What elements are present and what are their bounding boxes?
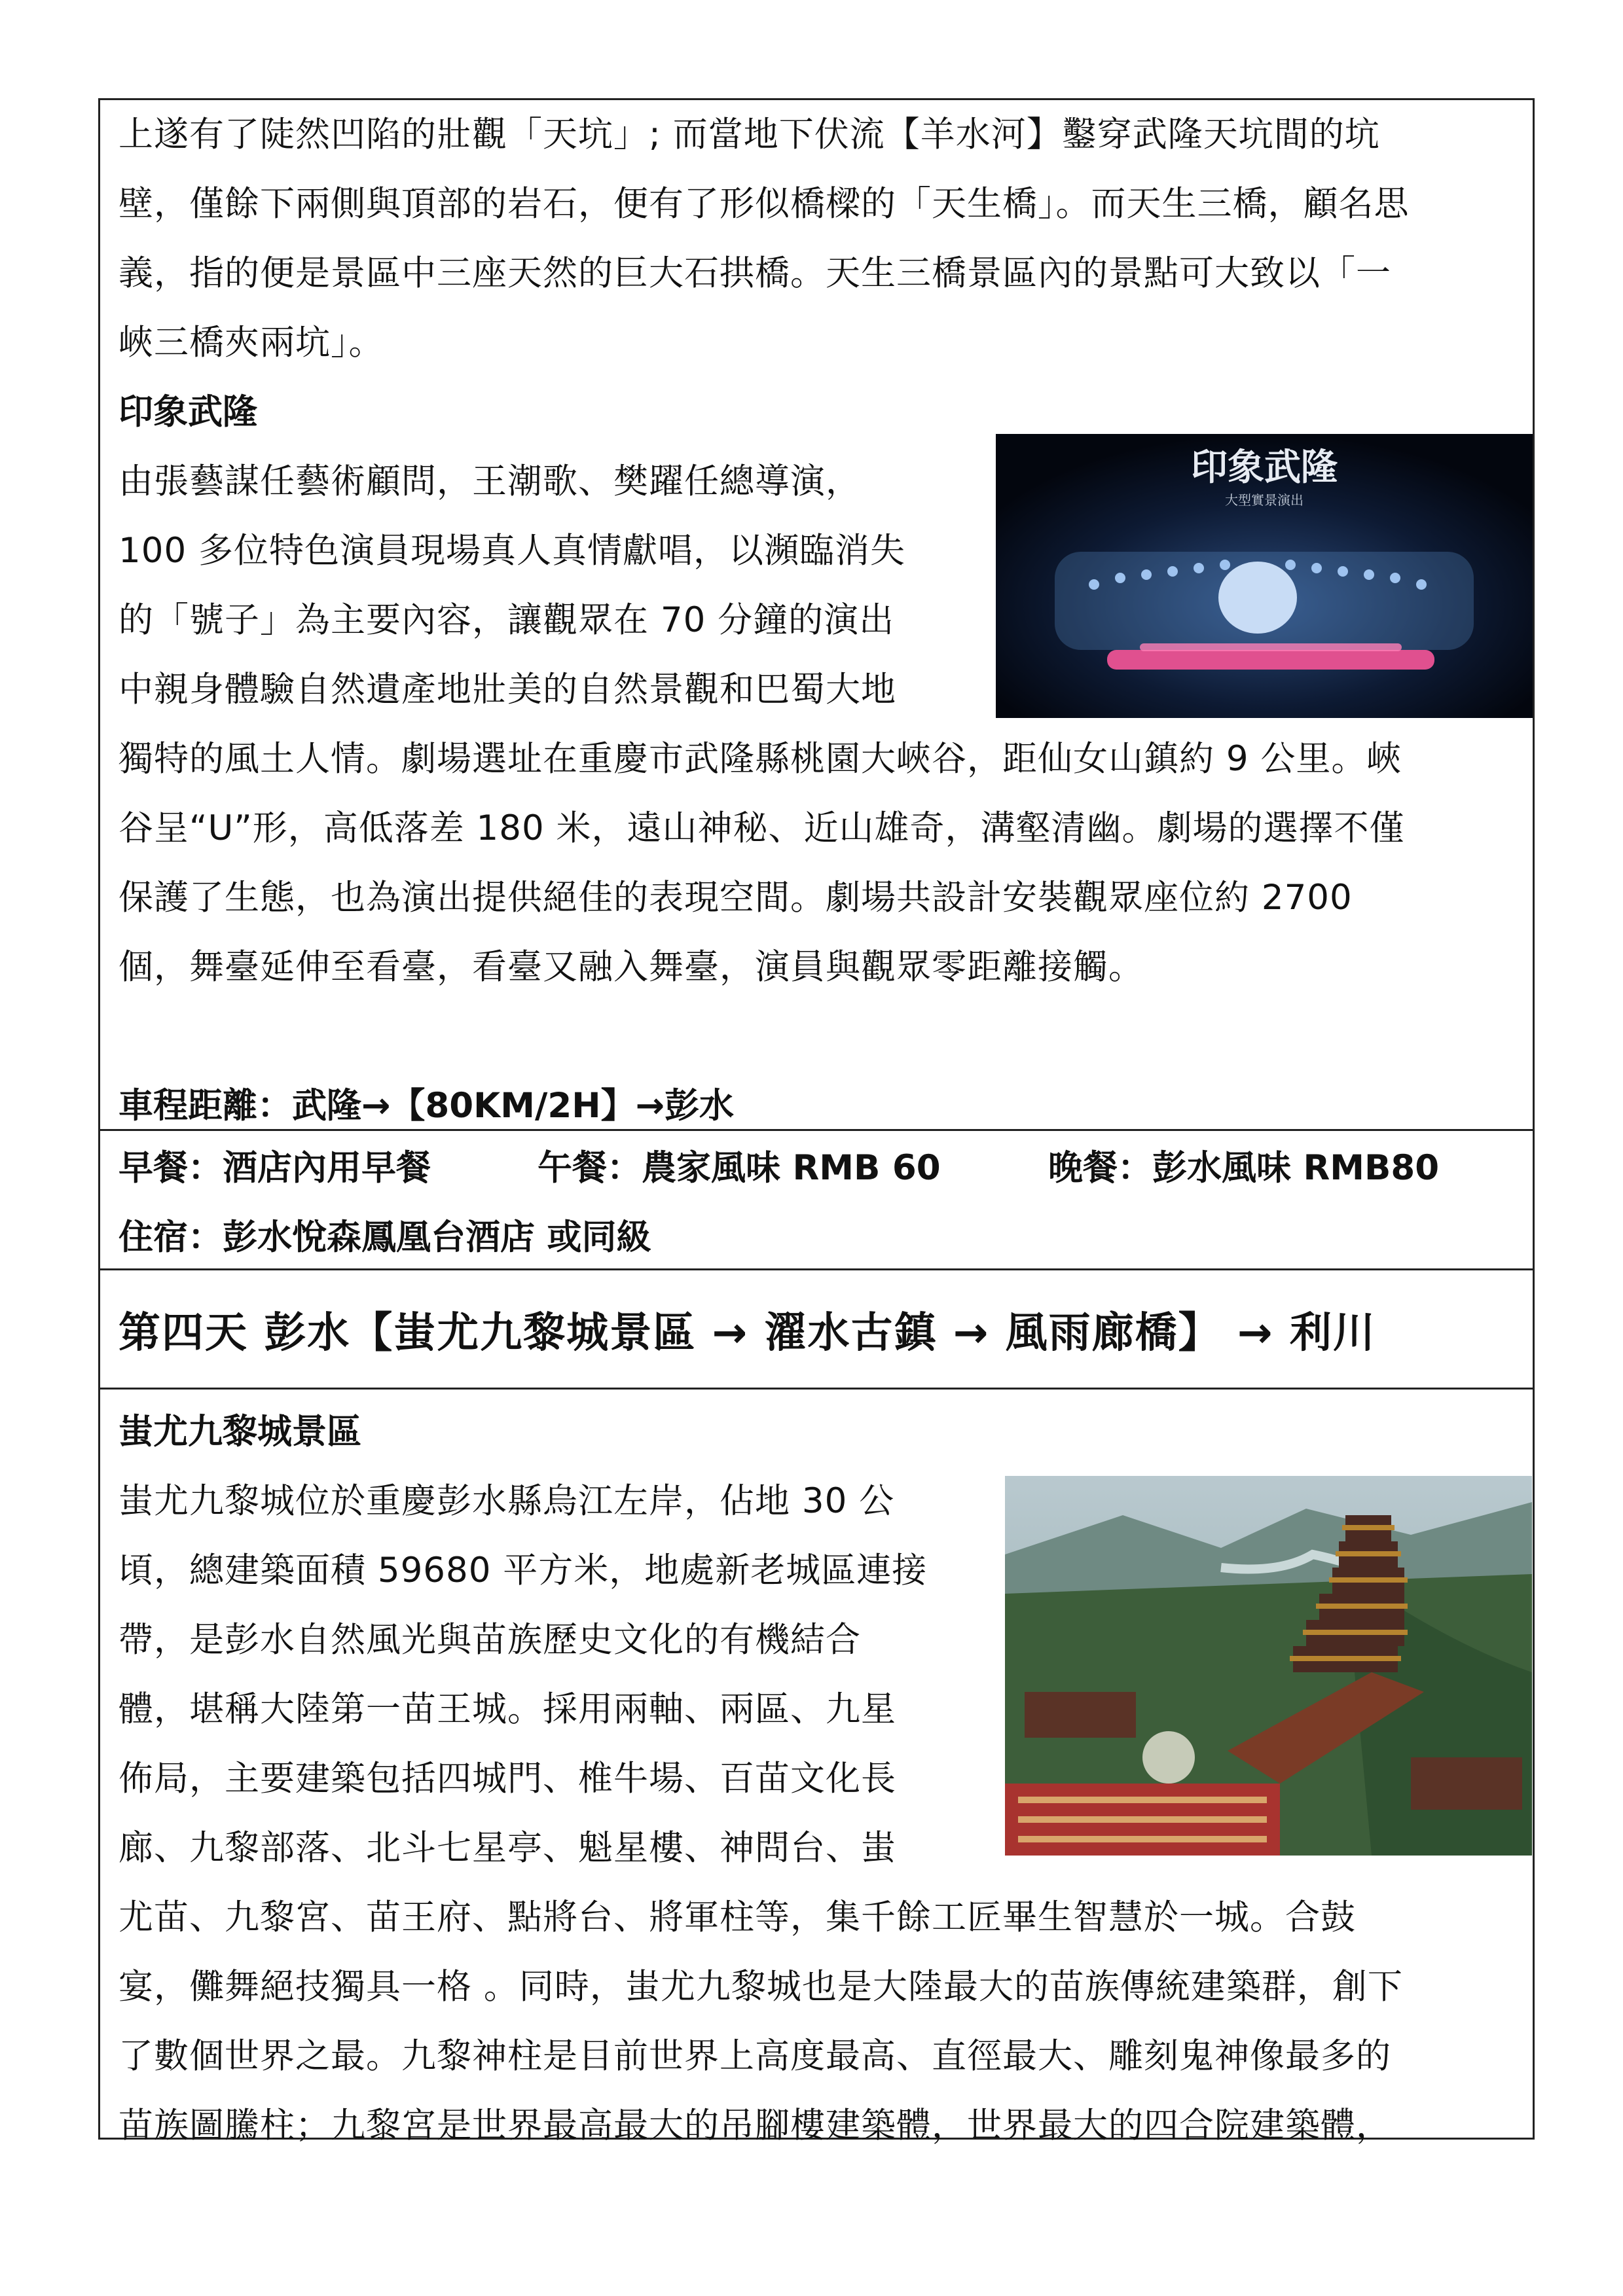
body-line: 佈局，主要建築包括四城門、椎牛場、百苗文化長 — [119, 1759, 896, 1799]
meals-row — [100, 1134, 1533, 1203]
heading-jiuli-city: 蚩尤九黎城景區 — [119, 1412, 361, 1452]
section-wulong — [100, 100, 1533, 1131]
drive-distance: 車程距離：武隆→【80KM/2H】→彭水 — [119, 1086, 734, 1126]
body-line: 頃，總建築面積 59680 平方米，地處新老城區連接 — [119, 1551, 928, 1590]
body-line: 個，舞臺延伸至看臺，看臺又融入舞臺，演員與觀眾零距離接觸。 — [119, 947, 1144, 987]
intro-line: 義，指的便是景區中三座天然的巨大石拱橋。天生三橋景區內的景點可大致以「一 — [119, 253, 1391, 293]
body-line: 了數個世界之最。九黎神柱是目前世界上高度最高、直徑最大、雕刻鬼神像最多的 — [119, 2036, 1391, 2076]
body-line: 宴，儺舞絕技獨具一格 。同時，蚩尤九黎城也是大陸最大的苗族傳統建築群，創下 — [119, 1967, 1403, 2007]
section-meals — [100, 1131, 1533, 1270]
day4-header — [100, 1270, 1533, 1390]
impression-wulong-photo — [996, 434, 1533, 718]
jiuli-city-photo — [1005, 1476, 1532, 1856]
body-line: 尤苗、九黎宮、苗王府、點將台、將軍柱等，集千餘工匠畢生智慧於一城。合鼓 — [119, 1897, 1356, 1937]
photo-subtitle: 大型實景演出 — [1225, 492, 1304, 508]
body-line: 中親身體驗自然遺產地壯美的自然景觀和巴蜀大地 — [119, 670, 896, 709]
intro-line: 壁，僅餘下兩側與頂部的岩石，便有了形似橋樑的「天生橋」。而天生三橋，顧名思 — [119, 184, 1410, 224]
body-line: 獨特的風土人情。劇場選址在重慶市武隆縣桃園大峽谷，距仙女山鎮約 9 公里。峽 — [119, 739, 1402, 779]
body-line: 保護了生態，也為演出提供絕佳的表現空間。劇場共設計安裝觀眾座位約 2700 — [119, 878, 1353, 918]
heading-impression-wulong: 印象武隆 — [119, 392, 257, 432]
body-line: 苗族圖騰柱；九黎宮是世界最高最大的吊腳樓建築體，世界最大的四合院建築體， — [119, 2106, 1391, 2145]
body-line: 廊、九黎部落、北斗七星亭、魁星樓、神問台、蚩 — [119, 1828, 896, 1868]
body-line: 的「號子」為主要內容，讓觀眾在 70 分鐘的演出 — [119, 600, 895, 640]
day4-title: 第四天 彭水【蚩尤九黎城景區 → 濯水古鎮 → 風雨廊橋】 → 利川 — [119, 1308, 1376, 1357]
breakfast: 早餐：酒店內用早餐 — [119, 1148, 431, 1188]
body-line: 由張藝謀任藝術顧問，王潮歌、樊躍任總導演， — [119, 461, 861, 501]
lunch: 午餐：農家風味 RMB 60 — [538, 1148, 941, 1188]
body-line: 100 多位特色演員現場真人真情獻唱，以瀕臨消失 — [119, 531, 906, 571]
photo-title: 印象武隆 — [1191, 446, 1338, 489]
lodging: 住宿：彭水悅森鳳凰台酒店 或同級 — [119, 1217, 651, 1257]
dinner: 晚餐：彭水風味 RMB80 — [1048, 1148, 1440, 1188]
body-line: 體，堪稱大陸第一苗王城。採用兩軸、兩區、九星 — [119, 1689, 896, 1729]
body-line: 谷呈“U”形，高低落差 180 米，遠山神秘、近山雄奇，溝壑清幽。劇場的選擇不僅 — [119, 808, 1405, 848]
body-line: 帶，是彭水自然風光與苗族歷史文化的有機結合 — [119, 1620, 861, 1660]
intro-line: 峽三橋夾兩坑」。 — [119, 323, 384, 363]
intro-line: 上遂有了陡然凹陷的壯觀「天坑」; 而當地下伏流【羊水河】鑿穿武隆天坑間的坑 — [119, 115, 1380, 154]
body-line: 蚩尤九黎城位於重慶彭水縣烏江左岸，佔地 30 公 — [119, 1481, 895, 1521]
